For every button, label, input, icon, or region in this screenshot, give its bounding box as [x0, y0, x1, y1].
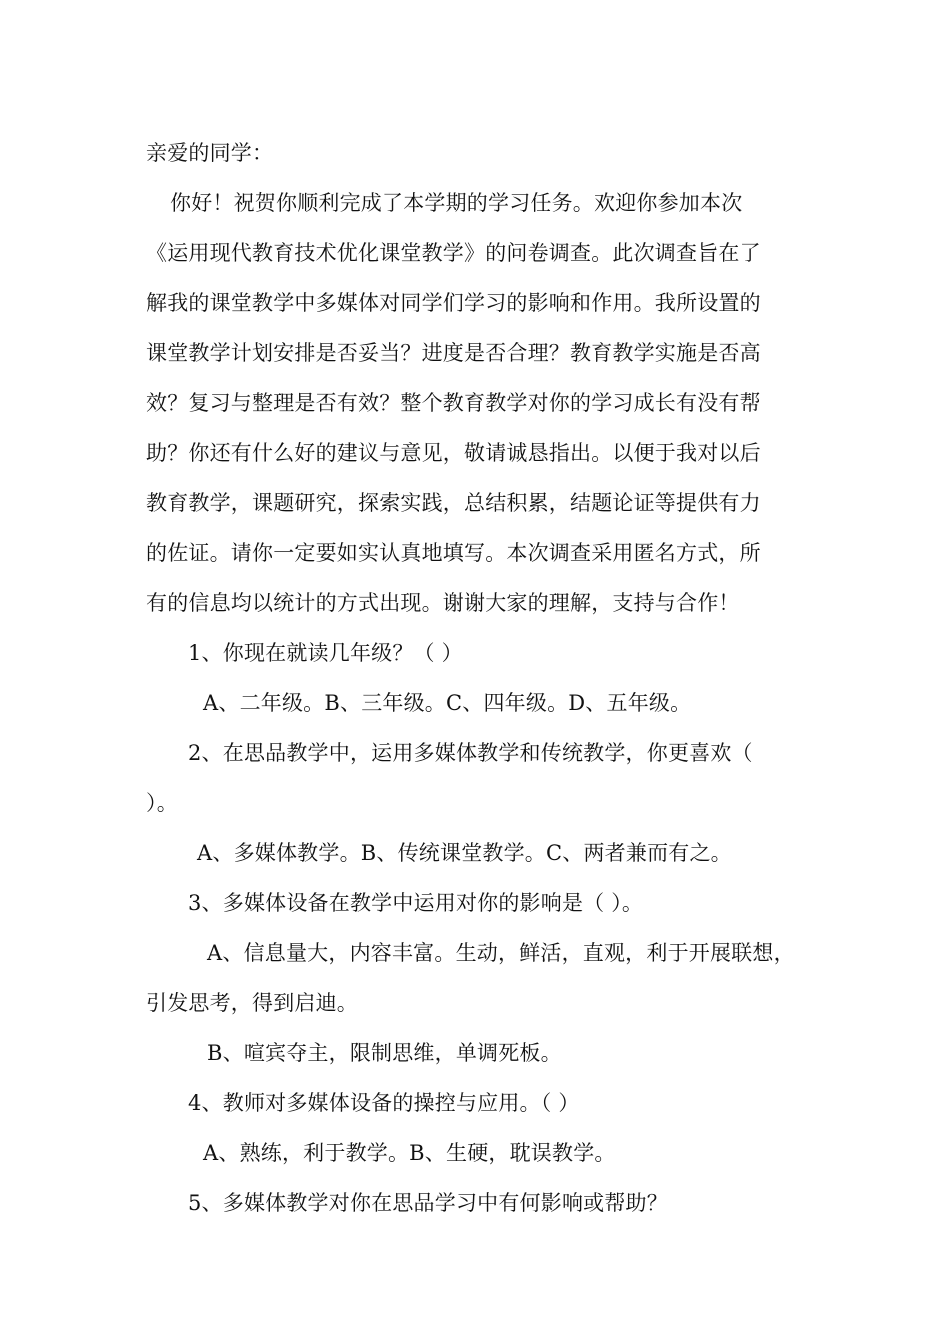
intro-line: 你好！祝贺你顺利完成了本学期的学习任务。欢迎你参加本次 [170, 191, 743, 215]
question-4: 4、教师对多媒体设备的操控与应用。（ ） [188, 1091, 580, 1115]
question-3-option-a-continued: 引发思考，得到启迪。 [146, 991, 358, 1015]
question-1-options: A、二年级。B、三年级。C、四年级。D、五年级。 [203, 691, 692, 715]
intro-line: 课堂教学计划安排是否妥当？进度是否合理？教育教学实施是否高 [146, 341, 761, 365]
question-2-continued: ）。 [146, 791, 178, 815]
intro-line: 教育教学，课题研究，探索实践，总结积累，结题论证等提供有力 [146, 491, 761, 515]
intro-line: 有的信息均以统计的方式出现。谢谢大家的理解，支持与合作！ [146, 591, 740, 615]
question-4-options: A、熟练，利于教学。B、生硬，耽误教学。 [203, 1141, 616, 1165]
question-3-option-b: B、喧宾夺主，限制思维，单调死板。 [207, 1041, 562, 1065]
intro-line: 助？你还有什么好的建议与意见，敬请诚恳指出。以便于我对以后 [146, 441, 761, 465]
intro-line: 效？复习与整理是否有效？整个教育教学对你的学习成长有没有帮 [146, 391, 761, 415]
intro-line: 的佐证。请你一定要如实认真地填写。本次调查采用匿名方式，所 [146, 541, 761, 565]
survey-text [146, 128, 826, 1228]
greeting: 亲爱的同学： [146, 141, 274, 165]
intro-line: 解我的课堂教学中多媒体对同学们学习的影响和作用。我所设置的 [146, 291, 761, 315]
intro-line: 《运用现代教育技术优化课堂教学》的问卷调查。此次调查旨在了 [146, 241, 761, 265]
question-2: 2、在思品教学中，运用多媒体教学和传统教学，你更喜欢（ [188, 741, 753, 765]
question-1: 1、你现在就读几年级？（ ） [188, 641, 463, 665]
question-3-option-a: A、信息量大，内容丰富。生动，鲜活，直观，利于开展联想， [207, 941, 795, 965]
question-2-options: A、多媒体教学。B、传统课堂教学。C、两者兼而有之。 [197, 841, 732, 865]
question-5: 5、多媒体教学对你在思品学习中有何影响或帮助？ [188, 1191, 668, 1215]
question-3: 3、多媒体设备在教学中运用对你的影响是（ ）。 [188, 891, 644, 915]
